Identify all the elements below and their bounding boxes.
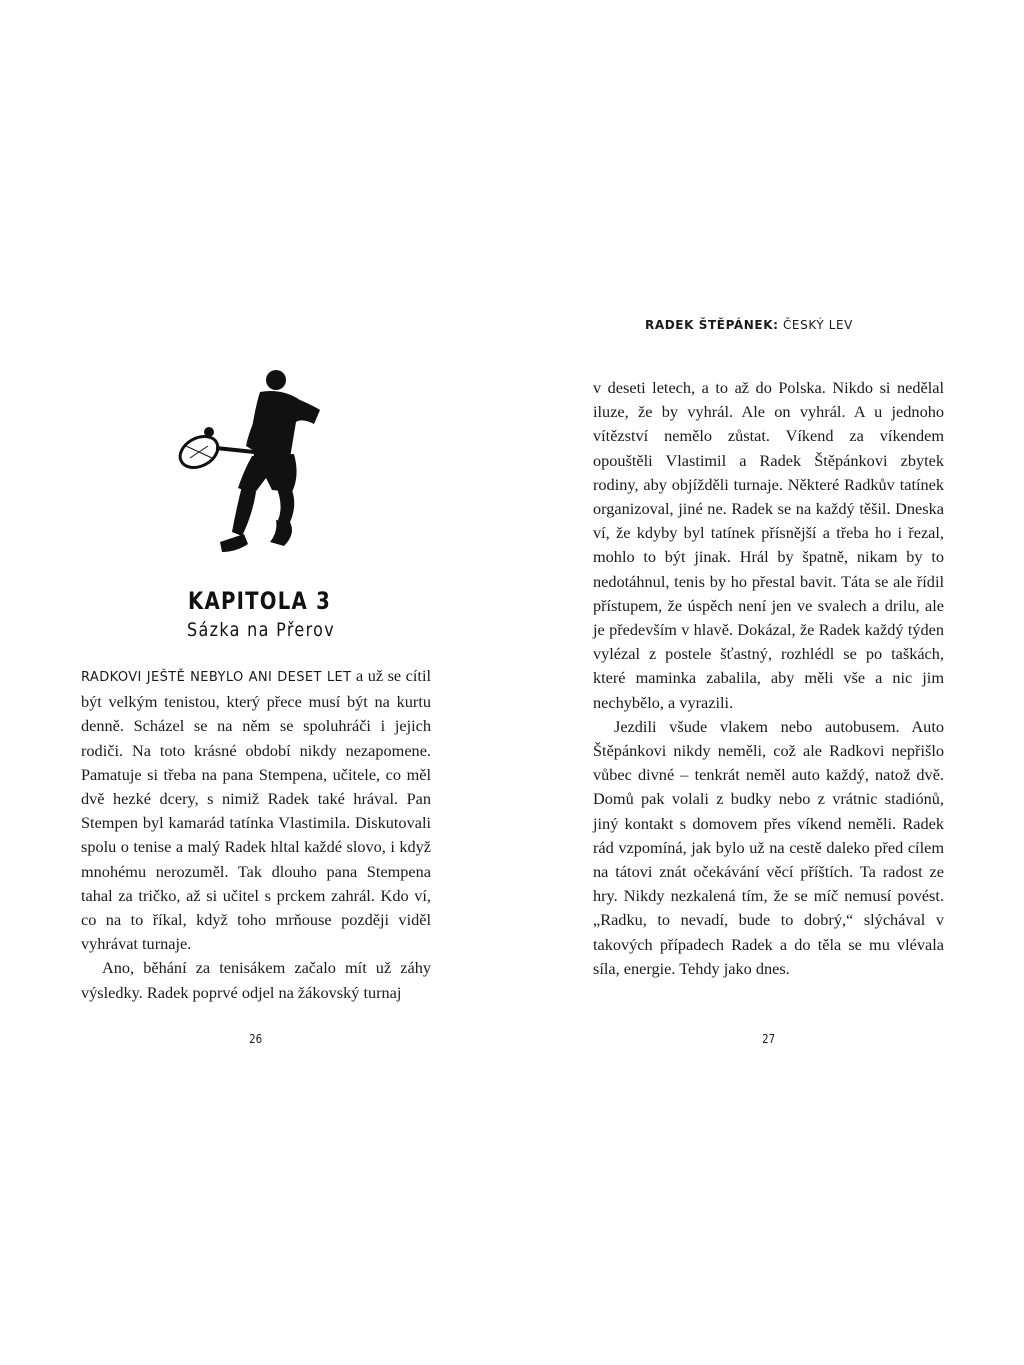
running-head-author: RADEK ŠTĚPÁNEK: — [645, 318, 779, 332]
paragraph-text: a už se cítil být velkým tenistou, který přece musí být na kurtu denně. Scházel se na něm se spoluhráči i jejich rodiči. Na toto krásné období nikdy nezapomene. Pamatuje si třeba na pana Stempena, učitele, co měl dvě hezké dcery, s nimiž Radek také hrával. Pan Stempen byl kamarád tatínka Vlastimila. Diskutovali spolu o tenise a malý Radek hltal každé slovo, i když mnohému nerozuměl. Tak dlouho pana Stempena tahal za tričko, až si učitel s prckem zahrál. Kdo ví, co na to říkal, když toho mrňouse později viděl vyhrávat turnaje. — [81, 666, 431, 954]
right-body-text — [593, 376, 944, 981]
tennis-player-silhouette-icon — [172, 366, 332, 566]
page-number: 27 — [762, 1032, 776, 1046]
paragraph: v deseti letech, a to až do Polska. Nikdo si nedělal iluze, že by vyhrál. Ale on vyhrál. A u jednoho vítězství nemělo zůstat. Víkend za víkendem opouštěli Vlastimil a Radek Štěpánkovi zbytek rodiny, aby objížděli turnaje. Některé Radkův tatínek organizoval, jiné ne. Radek se na každý těšil. Dneska ví, že kdyby byl tatínek přísnější a třeba ho i řezal, mohlo to být jinak. Hrál by špatně, nikam by to nedotáhnul, tenis by ho přestal bavit. Táta se ale řídil přístupem, že úspěch není jen ve svalech a drilu, ale je především v hlavě. Dokázal, že Radek každý týden vylézal z postele šťastný, rozhlédl se po taškách, které maminka zabalila, aby měli vše a nic jim nechybělo, a vyrazili. — [593, 378, 944, 712]
chapter-label: KAPITOLA 3 — [188, 587, 332, 615]
paragraph: Ano, běhání za tenisákem začalo mít už záhy výsledky. Radek poprvé odjel na žákovský turnaj — [81, 958, 431, 1002]
page-number: 26 — [249, 1032, 263, 1046]
running-head-title: ČESKÝ LEV — [782, 318, 853, 332]
running-head — [645, 318, 853, 332]
right-page — [512, 0, 1024, 1365]
lead-in: RADKOVI JEŠTĚ NEBYLO ANI DESET LET — [81, 670, 352, 685]
left-body-text — [81, 664, 431, 1005]
chapter-title: Sázka na Přerov — [187, 619, 336, 641]
paragraph — [81, 664, 431, 956]
paragraph: Jezdili všude vlakem nebo autobusem. Auto Štěpánkovi nikdy neměli, což ale Radkovi nepřišlo vůbec divné – tenkrát neměl auto každý, natož dvě. Domů pak volali z budky nebo z vrátnic stadiónů, jiný kontakt s domovem přes víkend neměli. Radek rád vzpomíná, jak bylo už na cestě daleko před cílem na tátovi znát očekávání věcí příštích. Ta radost ze hry. Nikdy nezkalená tím, že se míč nemusí povést. „Radku, to nevadí, bude to dobrý,“ slýchával v takových případech Radek a do těla se mu vlévala síla, energie. Tehdy jako dnes. — [593, 716, 944, 978]
